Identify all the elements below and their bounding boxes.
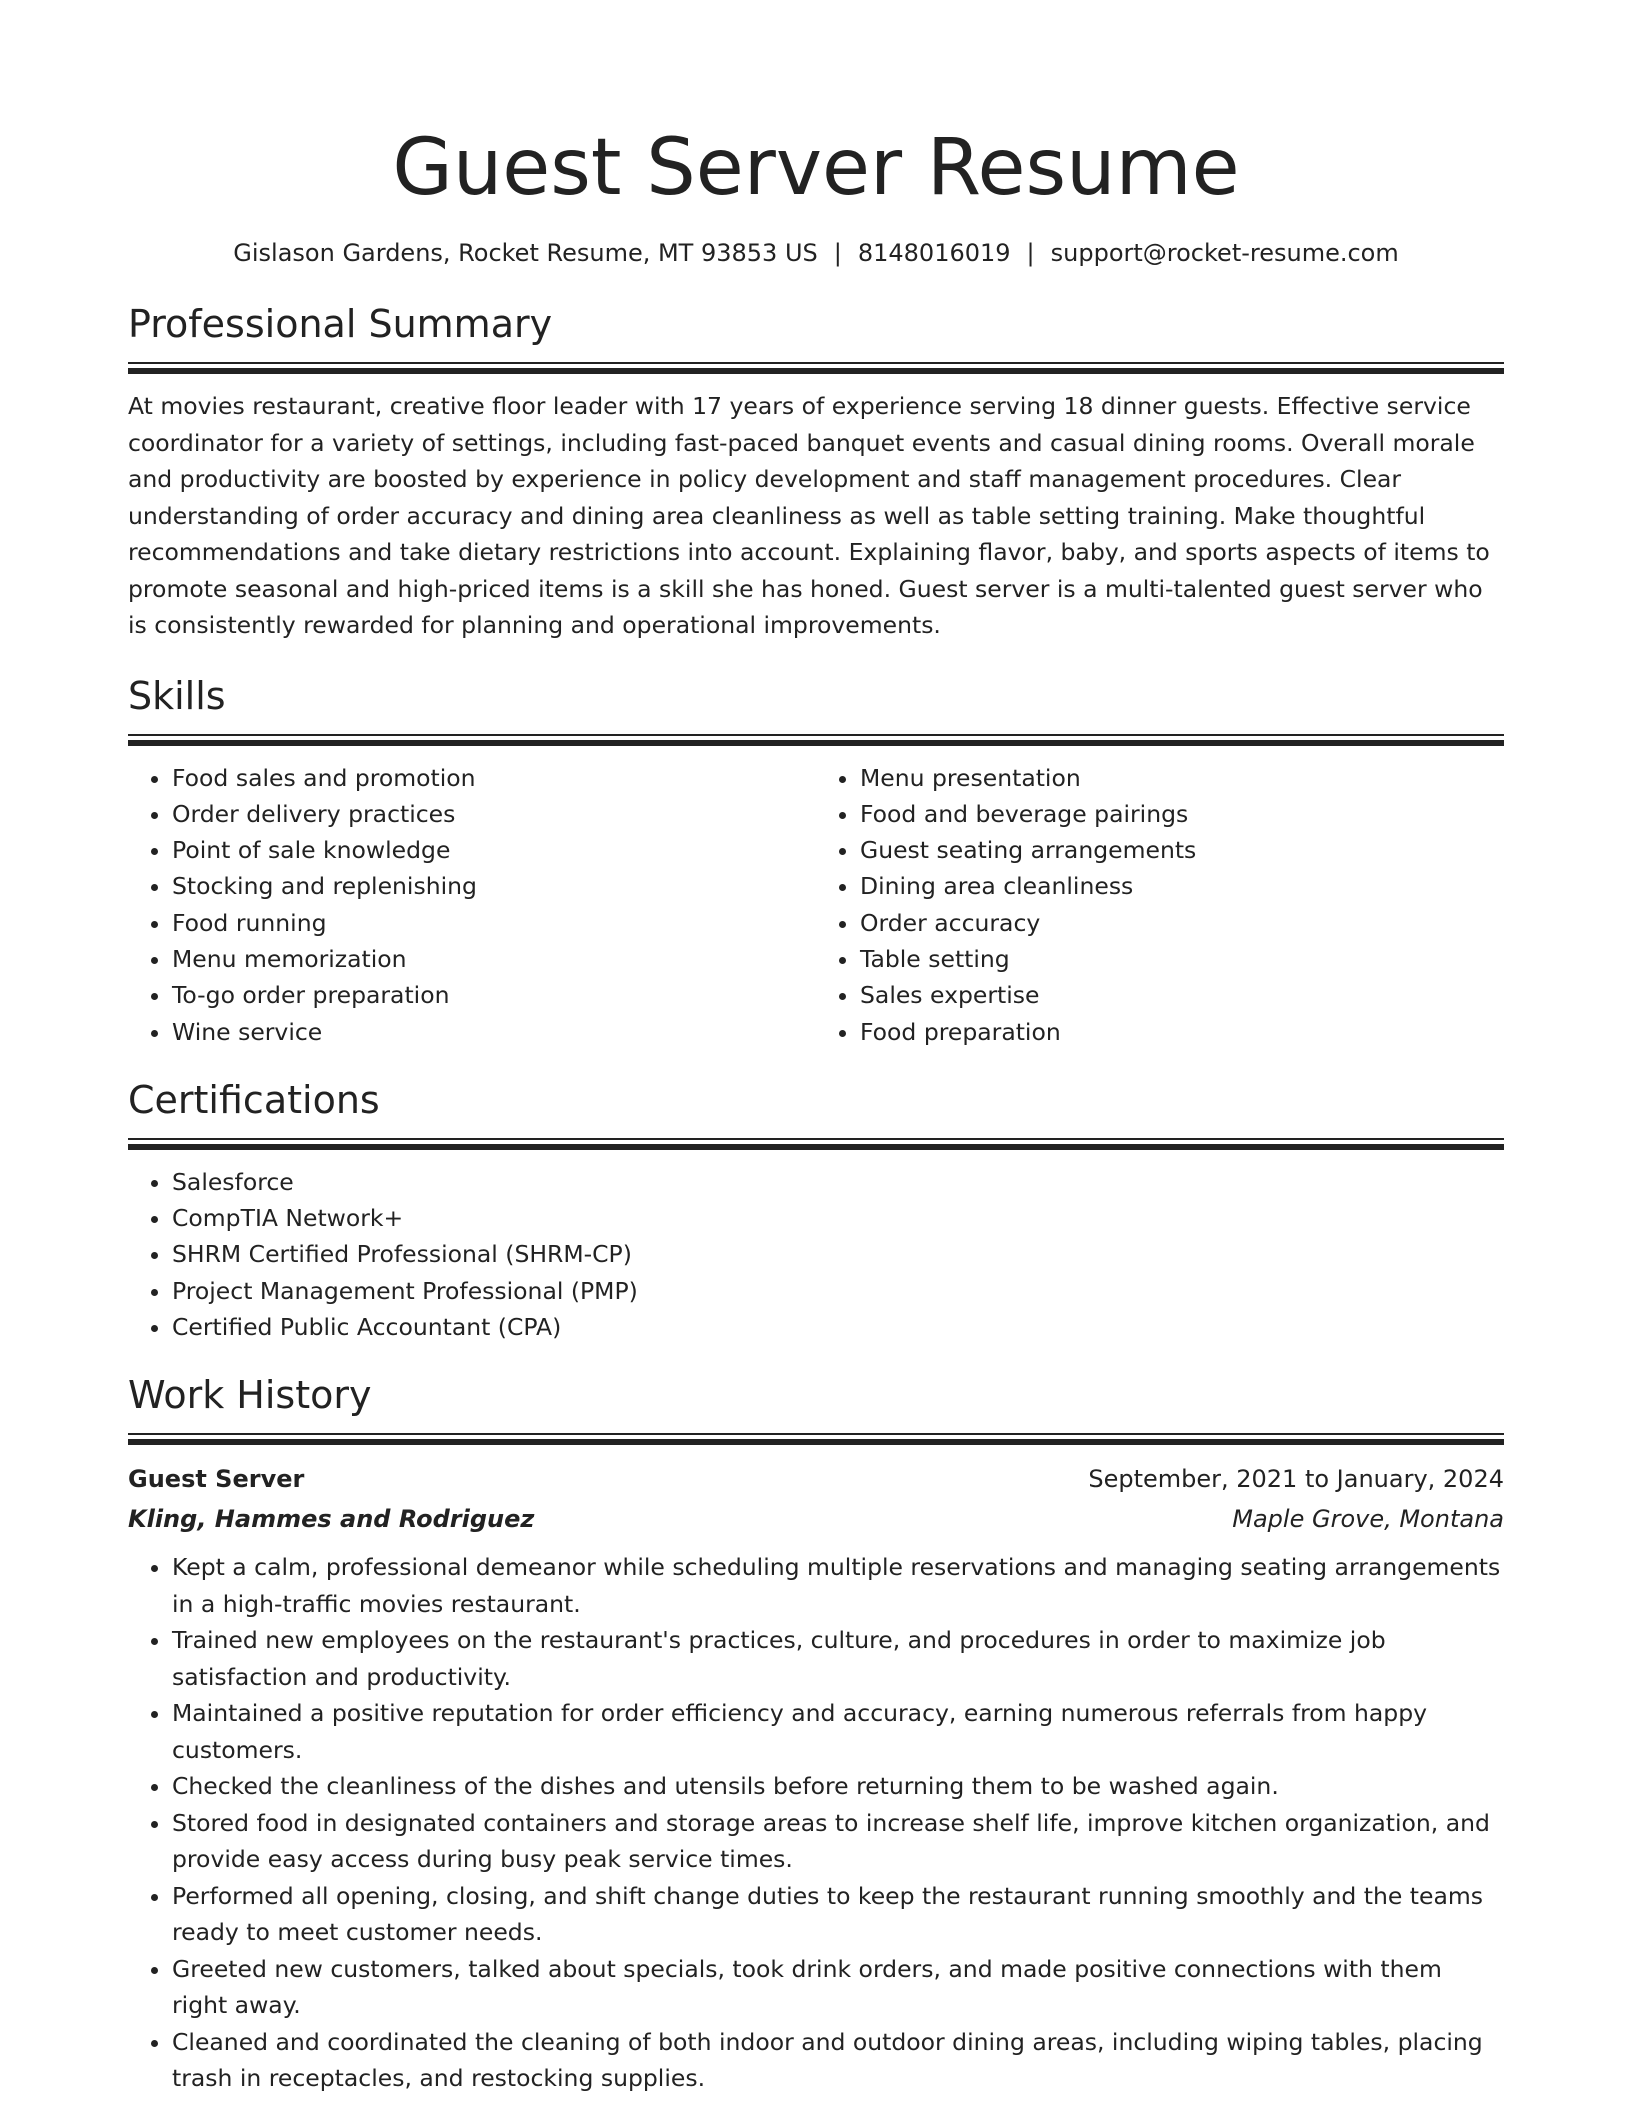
skill-item: • Stocking and replenishing: [172, 868, 816, 904]
job-location: Maple Grove, Montana: [1232, 1505, 1504, 1534]
job-duty-item: • Kept a calm, professional demeanor while scheduling multiple reservations and managing seating arrangements in a high-traffic movies restaurant.: [172, 1549, 1504, 1622]
skills-section: [128, 672, 1504, 1050]
job-entry: [128, 1459, 1504, 2097]
skill-item: • Food running: [172, 905, 816, 941]
work-history-section: [128, 1371, 1504, 2097]
skills-column-right: [816, 760, 1504, 1050]
skill-item: • To-go order preparation: [172, 977, 816, 1013]
skills-list-right: [816, 760, 1504, 1050]
contact-separator: |: [833, 239, 842, 267]
job-title: Guest Server: [128, 1465, 305, 1494]
summary-heading: Professional Summary: [128, 302, 553, 346]
section-divider: [128, 1138, 1504, 1150]
skill-item: • Menu presentation: [860, 760, 1504, 796]
job-duty-item: • Maintained a positive reputation for order efficiency and accuracy, earning numerous referrals from happy customers.: [172, 1695, 1504, 1768]
contact-address: Gislason Gardens, Rocket Resume, MT 93853 US: [233, 239, 818, 267]
skill-item: • Food sales and promotion: [172, 760, 816, 796]
skills-column-left: [128, 760, 816, 1050]
certifications-heading: Certifications: [128, 1077, 380, 1122]
contact-email: support@rocket-resume.com: [1050, 239, 1399, 267]
certification-item: • CompTIA Network+: [172, 1200, 1504, 1236]
skill-item: • Wine service: [172, 1014, 816, 1050]
contact-line: [128, 236, 1504, 270]
resume-title: Guest Server Resume: [392, 123, 1240, 213]
skill-item: • Dining area cleanliness: [860, 868, 1504, 904]
skill-item: • Food and beverage pairings: [860, 796, 1504, 832]
skill-item: • Order accuracy: [860, 905, 1504, 941]
certification-item: • Project Management Professional (PMP): [172, 1273, 1504, 1309]
work-history-heading: Work History: [128, 1373, 372, 1418]
job-duty-item: • Stored food in designated containers and storage areas to increase shelf life, improve kitchen organization, and provide easy access during busy peak service times.: [172, 1805, 1504, 1878]
job-duty-item: • Greeted new customers, talked about specials, took drink orders, and made positive connections with them right away.: [172, 1951, 1504, 2024]
job-duties-list: [128, 1549, 1504, 2097]
job-duty-item: • Trained new employees on the restaurant's practices, culture, and procedures in order to maximize job satisfaction and productivity.: [172, 1622, 1504, 1695]
skills-list-left: [128, 760, 816, 1050]
summary-text: At movies restaurant, creative floor leader with 17 years of experience serving 18 dinner guests. Effective service coordinator for a variety of settings, including fast-paced banquet events and casual dining rooms. Overall morale and productivity are boosted by experience in policy development and staff management procedures. Clear understanding of order accuracy and dining area cleanliness as well as table setting training. Make thoughtful recommendations and take dietary restrictions into account. Explaining flavor, baby, and sports aspects of items to promote seasonal and high-priced items is a skill she has honed. Guest server is a multi-talented guest server who is consistently rewarded for planning and operational improvements.: [128, 392, 1490, 639]
contact-separator: |: [1026, 239, 1035, 267]
skill-item: • Sales expertise: [860, 977, 1504, 1013]
section-divider: [128, 362, 1504, 374]
skill-item: • Point of sale knowledge: [172, 832, 816, 868]
job-header: [128, 1459, 1504, 1499]
skill-item: • Table setting: [860, 941, 1504, 977]
skill-item: • Food preparation: [860, 1014, 1504, 1050]
job-duty-item: • Performed all opening, closing, and shift change duties to keep the restaurant running smoothly and the teams ready to meet customer needs.: [172, 1878, 1504, 1951]
certification-item: • Salesforce: [172, 1164, 1504, 1200]
skill-item: • Order delivery practices: [172, 796, 816, 832]
summary-section: [128, 300, 1504, 644]
job-duty-item: • Checked the cleanliness of the dishes and utensils before returning them to be washed again.: [172, 1768, 1504, 1805]
job-company: Kling, Hammes and Rodriguez: [128, 1505, 535, 1534]
skills-columns: [128, 760, 1504, 1050]
job-subheader: [128, 1499, 1504, 1539]
certifications-list: [128, 1164, 1504, 1345]
certification-item: • Certified Public Accountant (CPA): [172, 1309, 1504, 1345]
certifications-section: [128, 1076, 1504, 1345]
skills-heading: Skills: [128, 673, 226, 718]
certification-item: • SHRM Certified Professional (SHRM-CP): [172, 1236, 1504, 1272]
skill-item: • Menu memorization: [172, 941, 816, 977]
contact-phone: 8148016019: [857, 239, 1011, 267]
section-divider: [128, 734, 1504, 746]
section-divider: [128, 1433, 1504, 1445]
job-dates: September, 2021 to January, 2024: [1088, 1465, 1504, 1494]
job-duty-item: • Cleaned and coordinated the cleaning of both indoor and outdoor dining areas, including wiping tables, placing trash in receptacles, and restocking supplies.: [172, 2024, 1504, 2097]
skill-item: • Guest seating arrangements: [860, 832, 1504, 868]
